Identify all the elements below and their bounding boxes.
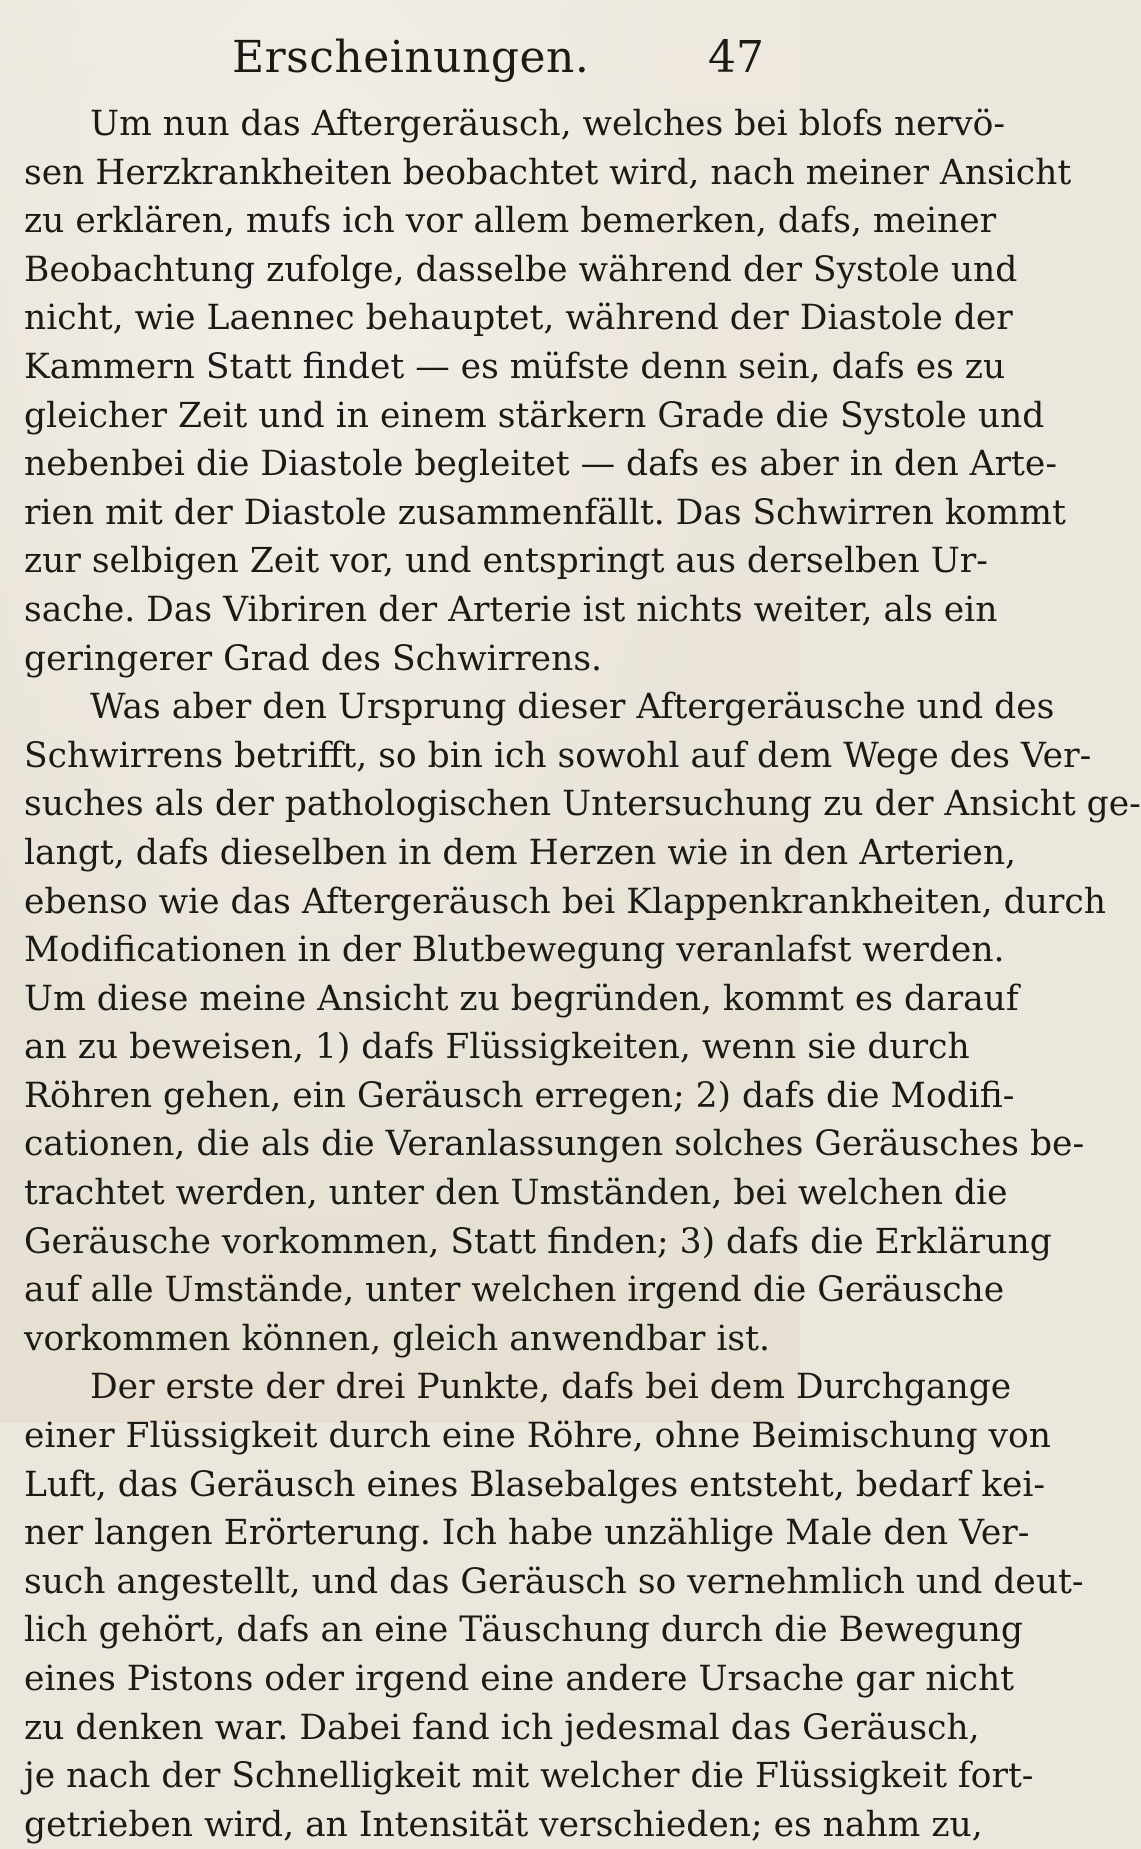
text-line: zu erklären, mufs ich vor allem bemerken, dafs, meiner xyxy=(24,201,997,242)
text-line: trachtet werden, unter den Umständen, bei welchen die xyxy=(24,1173,1008,1214)
text-line: cationen, die als die Veranlassungen solches Geräusches be- xyxy=(24,1124,1085,1165)
text-line: Modificationen in der Blutbewegung veranlafst werden. xyxy=(24,930,1005,971)
text-line: suches als der pathologischen Untersuchung zu der Ansicht ge- xyxy=(24,784,1141,825)
text-line: an zu beweisen, 1) dafs Flüssigkeiten, wenn sie durch xyxy=(24,1027,970,1068)
text-line: zu denken war. Dabei fand ich jedesmal das Geräusch, xyxy=(24,1707,980,1748)
page-number: 47 xyxy=(708,32,764,83)
text-line: eines Pistons oder irgend eine andere Ursache gar nicht xyxy=(24,1659,1015,1699)
text-line: Röhren gehen, ein Geräusch erregen; 2) dafs die Modifi- xyxy=(24,1075,1015,1116)
text-line: Um diese meine Ansicht zu begründen, kommt es darauf xyxy=(24,978,1019,1019)
text-line: nebenbei die Diastole begleitet — dafs es aber in den Arte- xyxy=(24,444,1057,485)
text-line: Um nun das Aftergeräusch, welches bei blofs nervö- xyxy=(90,104,1006,144)
text-line: Schwirrens betrifft, so bin ich sowohl auf dem Wege des Ver- xyxy=(24,735,1092,776)
text-line: geringerer Grad des Schwirrens. xyxy=(24,638,602,679)
text-line: Kammern Statt findet — es müfste denn sein, dafs es zu xyxy=(24,346,1006,387)
text-line: ebenso wie das Aftergeräusch bei Klappenkrankheiten, durch xyxy=(24,881,1106,922)
text-line: zur selbigen Zeit vor, und entspringt aus derselben Ur- xyxy=(24,541,988,582)
text-line: Was aber den Ursprung dieser Aftergeräusche und des xyxy=(90,687,1055,728)
text-line: sache. Das Vibriren der Arterie ist nichts weiter, als ein xyxy=(24,589,998,630)
text-line: je nach der Schnelligkeit mit welcher die Flüssigkeit fort- xyxy=(24,1756,1034,1797)
text-line: getrieben wird, an Intensität verschieden; es nahm zu, xyxy=(24,1804,983,1845)
page-header xyxy=(0,18,800,98)
text-line: Geräusche vorkommen, Statt finden; 3) dafs die Erklärung xyxy=(24,1221,1052,1262)
body-text xyxy=(24,100,1141,1849)
text-line: nicht, wie Laennec behauptet, während der Diastole der xyxy=(24,298,1013,339)
text-line: Beobachtung zufolge, dasselbe während der Systole und xyxy=(24,249,1018,290)
text-line: vorkommen können, gleich anwendbar ist. xyxy=(24,1318,770,1359)
text-line: gleicher Zeit und in einem stärkern Grade die Systole und xyxy=(24,395,1045,436)
text-line: langt, dafs dieselben in dem Herzen wie in den Arterien, xyxy=(24,832,1017,873)
running-title: Erscheinungen. xyxy=(232,32,590,83)
text-line: ner langen Erörterung. Ich habe unzählige Male den Ver- xyxy=(24,1513,1030,1554)
text-line: sen Herzkrankheiten beobachtet wird, nach meiner Ansicht xyxy=(24,152,1072,193)
text-line: rien mit der Diastole zusammenfällt. Das Schwirren kommt xyxy=(24,492,1066,533)
text-line: lich gehört, dafs an eine Täuschung durch die Bewegung xyxy=(24,1610,1023,1651)
text-line: such angestellt, und das Geräusch so vernehmlich und deut- xyxy=(24,1561,1084,1602)
text-line: Luft, das Geräusch eines Blasebalges entsteht, bedarf kei- xyxy=(24,1464,1046,1505)
text-line: einer Flüssigkeit durch eine Röhre, ohne Beimischung von xyxy=(24,1416,1051,1457)
text-line: auf alle Umstände, unter welchen irgend die Geräusche xyxy=(24,1270,1005,1311)
text-line: Der erste der drei Punkte, dafs bei dem Durchgange xyxy=(90,1367,1012,1408)
